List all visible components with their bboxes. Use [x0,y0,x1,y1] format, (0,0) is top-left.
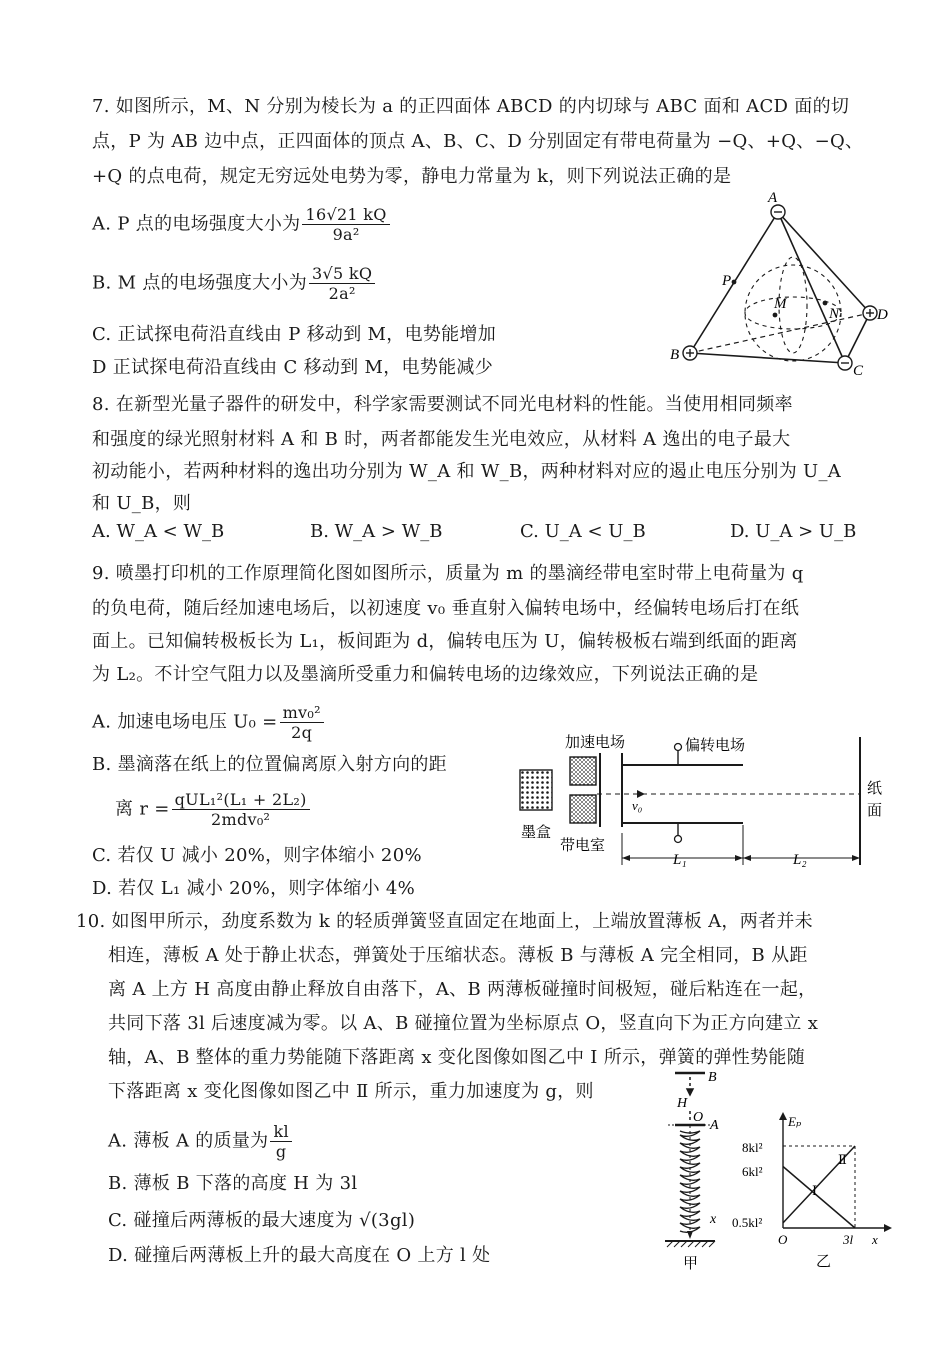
q10-option-c[interactable]: C. 碰撞后两薄板的最大速度为 √(3gl) [108,1210,416,1231]
q9-option-a-num: mv₀² [280,703,324,723]
jia-caption: 甲 [683,1256,699,1272]
q8-line3: 初动能小，若两种材料的逸出功分别为 W_A 和 W_B，两种材料对应的遏止电压分别为 U_A [92,461,842,482]
q8-options [92,521,872,549]
jia-label-h: H [677,1096,688,1111]
yi-origin: O [778,1232,788,1247]
q7-option-a-num: 16√21 kQ [302,205,389,225]
ink-box [520,770,552,810]
q7-line1: 7. 如图所示，M、N 分别为棱长为 a 的正四面体 ABCD 的内切球与 ABC 面和 ACD 面的切 [92,96,850,117]
q10-line5: 轴，A、B 整体的重力势能随下落距离 x 变化图像如图乙中 Ⅰ 所示，弹簧的弹性势能随 [108,1047,805,1068]
q10-option-d[interactable]: D. 碰撞后两薄板上升的最大高度在 O 上方 l 处 [108,1245,491,1266]
yi-tick-3l: 3l [843,1232,854,1247]
label-accel-field: 加速电场 [565,735,626,751]
q8-line4: 和 U_B，则 [92,493,192,514]
label-d: D [877,307,888,323]
label-l2: L₂ [793,852,807,868]
q8-option-d[interactable]: D. U_A > U_B [730,521,857,542]
q7-line3: +Q 的点电荷，规定无穷远处电势为零，静电力常量为 k，则下列说法正确的是 [92,166,732,187]
q9-option-a[interactable] [92,703,326,742]
label-ink-box: 墨盒 [521,825,552,841]
q9-line2: 的负电荷，随后经加速电场后，以初速度 v₀ 垂直射入偏转电场中，经偏转电场后打在纸 [92,598,800,619]
q8-option-c[interactable]: C. U_A < U_B [520,521,646,542]
label-deflect-field: 偏转电场 [685,738,746,754]
q7-option-b-num: 3√5 kQ [309,264,375,284]
q10-line1: 10. 如图甲所示，劲度系数为 k 的轻质弹簧竖直固定在地面上，上端放置薄板 A，两者并未 [76,911,813,932]
q9-line3: 面上。已知偏转极板长为 L₁，板间距为 d，偏转电压为 U，偏转极板右端到纸面的距离 [92,631,798,652]
q7-option-b-text: B. M 点的电场强度大小为 [92,272,308,294]
q10-line3: 离 A 上方 H 高度由静止释放自由落下，A、B 两薄板碰撞时间极短，碰后粘连在一起， [108,979,817,1000]
q8-option-a[interactable]: A. W_A < W_B [92,521,225,542]
yi-tick-8: 8kl² [742,1140,763,1155]
tetrahedron-figure [665,185,890,380]
label-n: N [829,306,840,322]
q9-option-b-line1[interactable]: B. 墨滴落在纸上的位置偏离原入射方向的距 [92,754,447,775]
q8-option-b[interactable]: B. W_A > W_B [310,521,443,542]
yi-tick-6: 6kl² [742,1164,763,1179]
spring-figure [655,1063,740,1275]
q7-option-a-text: A. P 点的电场强度大小为 [92,213,301,235]
q10-option-a-text: A. 薄板 A 的质量为 [108,1130,269,1152]
q10-option-a-den: g [275,1142,287,1161]
q9-option-b-text: 离 r = [115,798,170,820]
q9-option-d[interactable]: D. 若仅 L₁ 减小 20%，则字体缩小 4% [92,878,416,899]
q10-line4: 共同下落 3l 后速度减为零。以 A、B 碰撞位置为坐标原点 O，竖直向下为正方向建立 x [108,1013,819,1034]
q7-option-b-den: 2a² [328,284,356,303]
yi-ylabel: Eₚ [788,1114,802,1129]
q9-line1: 9. 喷墨打印机的工作原理简化图如图所示，质量为 m 的墨滴经带电室时带上电荷量为 q [92,563,804,584]
label-paper-2: 面 [867,803,883,819]
label-c: C [853,363,864,379]
jia-label-o: O [693,1110,704,1125]
label-v0: v₀ [632,798,643,813]
q10-line2: 相连，薄板 A 处于静止状态，弹簧处于压缩状态。薄板 B 与薄板 A 完全相同，B 从距 [108,945,808,966]
jia-label-x: x [710,1212,717,1227]
q7-option-b[interactable] [92,264,377,303]
yi-caption: 乙 [816,1254,832,1270]
q7-option-d[interactable]: D 正试探电荷沿直线由 C 移动到 M，电势能减少 [92,357,494,378]
jia-label-a: A [710,1118,719,1133]
label-l1: L₁ [673,852,687,868]
label-paper-1: 纸 [867,781,883,797]
label-charge-chamber: 带电室 [560,838,606,854]
q7-option-c[interactable]: C. 正试探电荷沿直线由 P 移动到 M，电势能增加 [92,324,497,345]
q8-line2: 和强度的绿光照射材料 A 和 B 时，两者都能发生光电效应，从材料 A 逸出的电子最大 [92,429,791,450]
q7-line2: 点，P 为 AB 边中点，正四面体的顶点 A、B、C、D 分别固定有带电荷量为 −Q、+Q、−Q、 [92,131,864,152]
inkjet-figure [505,725,900,875]
label-m: M [774,296,787,312]
yi-curve-2-label: Ⅱ [838,1152,847,1167]
label-b: B [670,347,680,363]
series-1-line [783,1167,855,1229]
q9-option-a-den: 2q [291,723,313,742]
label-p: P [722,273,732,289]
q10-option-a[interactable] [108,1122,294,1161]
q9-option-b[interactable] [115,790,312,829]
yi-tick-05: 0.5kl² [732,1215,763,1230]
q9-option-a-text: A. 加速电场电压 U₀ = [92,711,278,733]
q9-line4: 为 L₂。不计空气阻力以及墨滴所受重力和偏转电场的边缘效应，下列说法正确的是 [92,664,759,685]
q10-option-b[interactable]: B. 薄板 B 下落的高度 H 为 3l [108,1173,358,1194]
q10-option-a-num: kl [270,1122,291,1142]
q7-option-a-den: 9a² [332,225,360,244]
q10-line6: 下落距离 x 变化图像如图乙中 Ⅱ 所示，重力加速度为 g，则 [108,1081,594,1102]
q9-option-c[interactable]: C. 若仅 U 减小 20%，则字体缩小 20% [92,845,422,866]
jia-label-b: B [708,1070,717,1085]
q9-option-b-num: qUL₁²(L₁ + 2L₂) [172,790,310,810]
yi-curve-1-label: Ⅰ [812,1183,818,1198]
q7-option-a[interactable] [92,205,392,244]
label-a: A [768,190,778,206]
yi-xlabel: x [872,1232,878,1247]
energy-graph [732,1108,900,1273]
q9-option-b-den: 2mdv₀² [211,810,271,829]
q8-line1: 8. 在新型光量子器件的研发中，科学家需要测试不同光电材料的性能。当使用相同频率 [92,394,793,415]
